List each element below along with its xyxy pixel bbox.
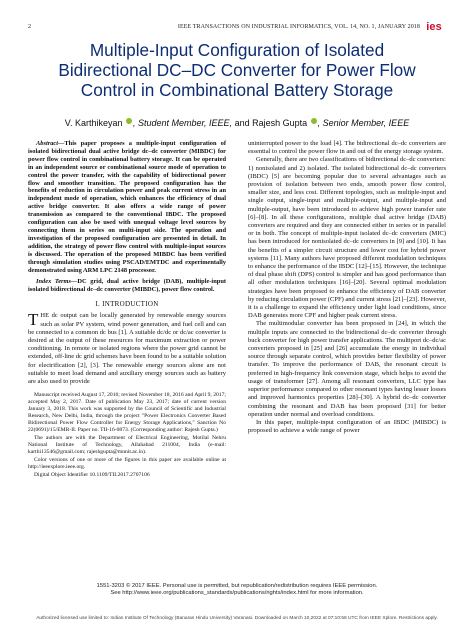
- author-2-role: , Senior Member, IEEE: [317, 118, 410, 128]
- body-paragraph: In this paper, multiple-input configuration of an IBDC (MIBDC) is proposed to achieve a wide range of power: [248, 418, 446, 435]
- paper-title: [20, 40, 454, 100]
- title-line-1: Multiple-Input Configuration of Isolated: [89, 40, 385, 60]
- page-number: 2: [28, 24, 32, 30]
- footnotes: [28, 392, 226, 479]
- orcid-icon[interactable]: [311, 118, 317, 124]
- running-header: [28, 22, 446, 36]
- copyright-footer: [20, 583, 454, 597]
- svg-text:ies: ies: [426, 21, 442, 33]
- footnote-doi: Digital Object Identifier 10.1109/TII.2017.2707106: [34, 472, 150, 479]
- intro-paragraph: [28, 312, 226, 386]
- author-line: [20, 118, 454, 128]
- footnote-manuscript: Manuscript received August 17, 2016; revised November 18, 2016 and April 9, 2017; accepted May 2, 2017. Date of publication May 23, 2017; date of current version January 3, 2018. This work was supported by the Council of Scientific and Industrial Research, New Delhi, India, through the project "Power Electronics Converter Based Bidirectional Power Flow Controller for Energy Storage Applications," Sanction No 22(0691)/15/EMR-II. Paper no. TII-16-0873. (Corresponding author: Rajesh Gupta.): [28, 392, 226, 434]
- drop-cap: T: [28, 310, 39, 330]
- footnote-color: Color versions of one or more of the figures in this paper are available online at http://ieeexplore.ieee.org.: [28, 457, 226, 471]
- title-line-2: Bidirectional DC–DC Converter for Power Flow: [58, 60, 416, 80]
- footnote-affiliation: The authors are with the Department of Electrical Engineering, Motilal Nehru National Institute of Technology, Allahabad 211004, India (e-mail: karthi13546@gmail.com; rajeshgupta@mnnit.ac.in).: [28, 435, 226, 456]
- index-terms-label: Index Terms—: [36, 278, 78, 286]
- left-column: [28, 140, 226, 480]
- authorization-strip: Authorized licensed use limited to: Indian Institute Of Technology (Banaras Hindu University) Varanasi. Downloaded on March 10,2022 at 07:10:58 UTC from IEEE Xplore. Restrictions apply.: [36, 616, 438, 621]
- body-paragraph: Generally, there are two classifications of bidirectional dc–dc converters: 1) nonisolated and 2) isolated. The isolated bidirectional dc–dc converters (IBDC) [5] are becoming popular due to several advantages such as provision of isolation between two ends, smooth power flow control, smaller size, and less cost. Different topologies, such as multiple-input and single output, single-input and multiple-output, and multiple-input and multiple-output, have been introduced to achieve high power transfer rate [6]–[8]. In all these configurations, multiple dual active bridge (DAB) converters are required and they are connected either in series or in parallel or in both. The concept of multiple-input isolated dc–dc converters (MIC) has been introduced for nonisolated dc–dc converters in [9] and [10]. It has the benefits of a simpler circuit structure and lower cost for hybrid power systems [11]. Many authors have proposed different modulation techniques to enhance the performance of the IBDC [12]–[15]. However, the technique of dual phase shift (DPS) control is simpler and has good performance than all other modulation techniques [16]–[20]. Several optimal modulation strategies have been proposed to enhance the efficiency of DAB converter by reducing circulation power (CPF) and current stress [21]–[23]. However, it is a challenge to expand the efficiency under light load conditions, since DAB generates more CPF and higher peak current stress.: [248, 156, 446, 320]
- author-2: and Rajesh Gupta: [232, 118, 308, 128]
- orcid-icon[interactable]: [126, 118, 132, 124]
- author-1-role: , Student Member, IEEE,: [133, 118, 233, 128]
- abstract: [28, 140, 226, 274]
- copyright-line: 1551-3203 © 2017 IEEE. Personal use is permitted, but republication/redistribution requires IEEE permission.: [96, 583, 378, 589]
- index-terms-text: DC grid, dual active bridge (DAB), multiple-input isolated bidirectional dc–dc converter (MIBDC), power flow control.: [28, 278, 226, 294]
- body-paragraph: uninterrupted power to the load [4]. The bidirectional dc–dc converters are essential to control the power flow in and out of the energy storage system.: [248, 140, 446, 156]
- author-1: V. Karthikeyan: [64, 118, 123, 128]
- intro-text: HE dc output can be locally generated by renewable energy sources such as solar PV system, wind power generation, and fuel cell and can be connected to a common dc bus [1]. A suitable dc/dc or dc/ac converter is desired at the output of these resources for maximum extraction or power conditioning. In remote or isolated regions where the power grid cannot be extended, off-line dc grid schemes have been found to be a suitable solution for electrification [2], [3]. The renewable energy sources alone are not suitable to meet load demand and auxiliary energy sources such as battery are also used to provide: [28, 312, 226, 386]
- section-heading: I. INTRODUCTION: [95, 300, 159, 309]
- right-column: [248, 140, 446, 435]
- abstract-label: Abstract—: [36, 140, 65, 147]
- title-line-3: Control in Combinational Battery Storage: [80, 80, 394, 100]
- rights-link[interactable]: See http://www.ieee.org/publications_standards/publications/rights/index.html for more information.: [110, 590, 364, 596]
- abstract-text: This paper proposes a multiple-input configuration of isolated bidirectional dual active bridge dc–dc converter (MIBDC) for power flow control in combinational battery storage. It can be operated in an independent source or combinational source mode of operation to control the power transfer, with the capability of bidirectional power flow and smoother transition. The proposed configuration has the benefits of reduction in circulation power and peak current stress in an independent mode of operation, which enhances the efficiency of dual active bridge converter. It also offers a wide range of power transmission as compared to the conventional IBDC. The proposed configuration can also be used with unequal voltage level sources by connecting them in series on multi-input side. The operation and investigation of the proposed configuration are presented in detail. In addition, the strategy of power flow control with multiple-input sources is discussed. The operation of the proposed MIBDC has been verified through simulation studies using PSCAD/EMTDC and experimentally demonstrated using ARM LPC 2148 processor.: [28, 140, 226, 274]
- body-paragraph: The multimodular converter has been proposed in [24], in which the multiple inputs are connected to the bidirectional dc–dc converter through buck converter for high power transfer applications. The multiport dc–dc/ac converters proposed in [25] and [26] accumulate the energy in individual source through separate control, which provides better flexibility of power transfer. To improve the performance of DAB, the resonant circuit is preferred in high-frequency link conversion stage, which helps to avoid the usage of transformer [27]. Among all resonant converters, LLC type has superior performance compared to other resonant types having lesser losses and improved harmonics properties [28]–[30]. A hybrid dc–dc converter combining the resonant and DAB has been proposed [31] for better operation under normal and overload conditions.: [248, 320, 446, 418]
- index-terms: [28, 278, 226, 294]
- ies-logo-icon: [422, 19, 446, 33]
- journal-name: IEEE TRANSACTIONS ON INDUSTRIAL INFORMATICS, VOL. 14, NO. 1, JANUARY 2018: [177, 24, 420, 30]
